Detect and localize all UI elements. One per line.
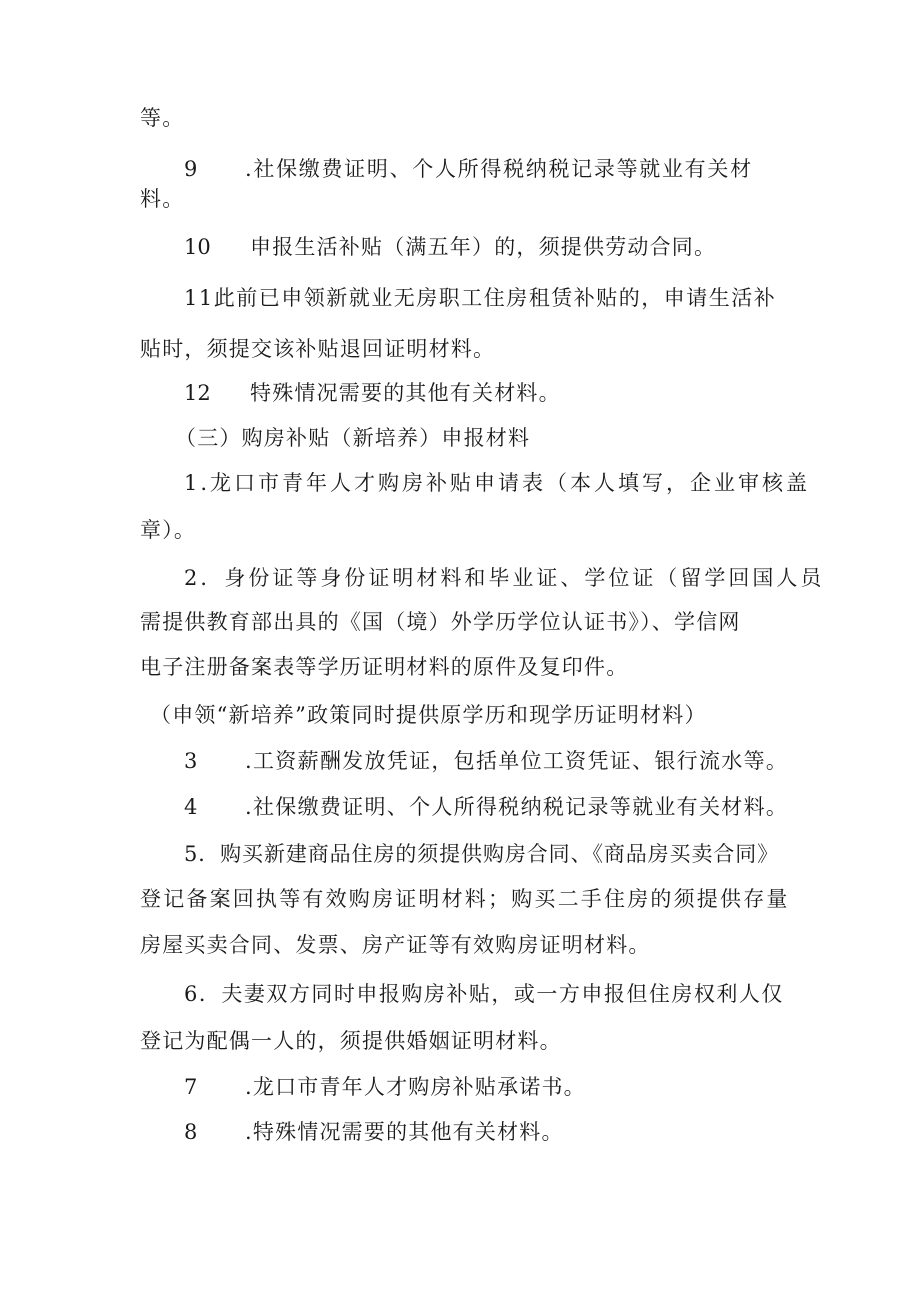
item-number: 9 — [184, 157, 198, 181]
text-line: .工资薪酬发放凭证，包括单位工资凭证、银行流水等。 — [245, 749, 789, 773]
text-line: 登记为配偶一人的，须提供婚姻证明材料。 — [140, 1029, 562, 1053]
text-line: 房屋买卖合同、发票、房产证等有效购房证明材料。 — [140, 933, 651, 957]
item-number: 7 — [184, 1075, 198, 1099]
text-line: 等。 — [140, 106, 185, 130]
text-line: .龙口市青年人才购房补贴承诺书。 — [245, 1075, 586, 1099]
item-number: 12 — [184, 381, 211, 405]
text-line: （申领“新培养”政策同时提供原学历和现学历证明材料） — [150, 703, 707, 727]
text-line: .特殊情况需要的其他有关材料。 — [245, 1120, 564, 1144]
text-line: .社保缴费证明、个人所得税纳税记录等就业有关材料。 — [245, 795, 789, 819]
text-line: 特殊情况需要的其他有关材料。 — [250, 381, 561, 405]
item-number: 8 — [184, 1120, 198, 1144]
item-number: 10 — [184, 235, 211, 259]
text-line: 章）。 — [140, 518, 197, 542]
text-line: 申报生活补贴（满五年）的，须提供劳动合同。 — [250, 235, 717, 259]
text-line: 电子注册备案表等学历证明材料的原件及复印件。 — [140, 655, 629, 679]
text-line: 2．身份证等身份证明材料和毕业证、学位证（留学回国人员 — [184, 566, 825, 590]
text-line: 11此前已申领新就业无房职工住房租赁补贴的，申请生活补 — [184, 286, 777, 310]
item-number: 4 — [184, 795, 198, 819]
text-line: 料。 — [140, 187, 185, 211]
item-number: 3 — [184, 749, 198, 773]
text-line: 需提供教育部出具的《国（境）外学历学位认证书》）、学信网 — [140, 610, 741, 634]
text-line: 1.龙口市青年人才购房补贴申请表（本人填写，企业审核盖 — [184, 471, 811, 495]
text-line: 贴时，须提交该补贴退回证明材料。 — [140, 337, 496, 361]
text-line: 6．夫妻双方同时申报购房补贴，或一方申报但住房权利人仅 — [184, 982, 784, 1006]
section-heading: （三）购房补贴（新培养）申报材料 — [175, 426, 531, 450]
text-line: 5．购买新建商品住房的须提供购房合同、《商品房买卖合同》 — [184, 842, 780, 866]
text-line: .社保缴费证明、个人所得税纳税记录等就业有关材 — [245, 157, 753, 181]
text-line: 登记备案回执等有效购房证明材料；购买二手住房的须提供存量 — [140, 887, 790, 911]
